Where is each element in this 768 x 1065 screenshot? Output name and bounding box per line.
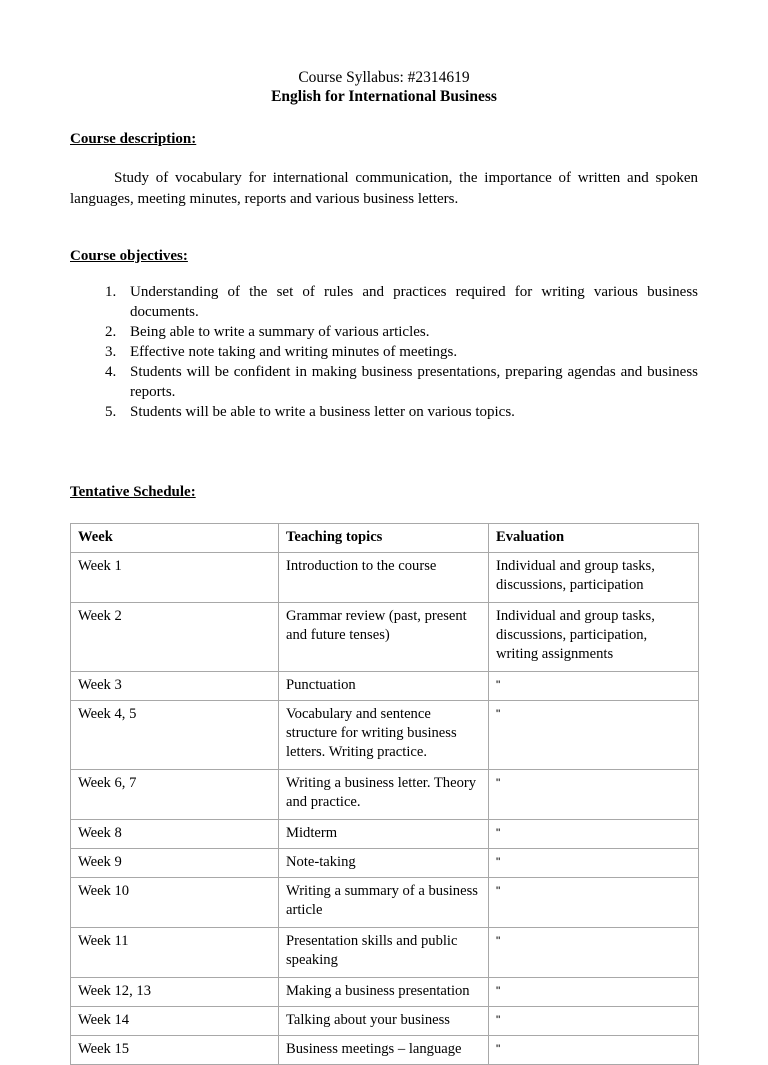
cell-week: Week 10 — [71, 878, 279, 928]
cell-evaluation: Individual and group tasks, discussions, participation — [489, 553, 699, 603]
column-header-teaching-topics: Teaching topics — [279, 524, 489, 553]
cell-week: Week 14 — [71, 1007, 279, 1036]
cell-topic: Introduction to the course — [279, 553, 489, 603]
cell-week: Week 1 — [71, 553, 279, 603]
cell-week: Week 3 — [71, 672, 279, 701]
course-objectives-list — [70, 282, 698, 422]
table-row — [71, 603, 699, 672]
document-subtitle: English for International Business — [271, 88, 497, 105]
heading-tentative-schedule: Tentative Schedule: — [70, 484, 196, 500]
cell-evaluation: " — [489, 878, 699, 928]
cell-topic: Midterm — [279, 820, 489, 849]
table-row — [71, 928, 699, 978]
course-description-paragraph: Study of vocabulary for international communication, the importance of written and spoken languages, meeting minutes, reports and various business letters. — [70, 170, 698, 207]
table-row — [71, 770, 699, 820]
cell-week: Week 4, 5 — [71, 701, 279, 770]
cell-topic: Writing a business letter. Theory and practice. — [279, 770, 489, 820]
cell-evaluation: " — [489, 820, 699, 849]
cell-topic: Presentation skills and public speaking — [279, 928, 489, 978]
cell-evaluation: " — [489, 1036, 699, 1065]
cell-topic: Writing a summary of a business article — [279, 878, 489, 928]
table-row — [71, 849, 699, 878]
cell-week: Week 2 — [71, 603, 279, 672]
cell-week: Week 12, 13 — [71, 978, 279, 1007]
cell-topic: Making a business presentation — [279, 978, 489, 1007]
column-header-week: Week — [71, 524, 279, 553]
cell-week: Week 15 — [71, 1036, 279, 1065]
heading-course-description: Course description: — [70, 131, 197, 147]
table-row — [71, 672, 699, 701]
cell-evaluation: " — [489, 849, 699, 878]
list-item: 3. Effective note taking and writing minutes of meetings. — [120, 342, 698, 362]
cell-evaluation: " — [489, 978, 699, 1007]
cell-evaluation: " — [489, 701, 699, 770]
document-title: Course Syllabus: #2314619 — [298, 69, 470, 86]
cell-evaluation: " — [489, 928, 699, 978]
list-item: 5. Students will be able to write a business letter on various topics. — [120, 402, 698, 422]
cell-topic: Grammar review (past, present and future tenses) — [279, 603, 489, 672]
tentative-schedule-table — [70, 523, 699, 1065]
list-item: 2. Being able to write a summary of various articles. — [120, 322, 698, 342]
cell-week: Week 9 — [71, 849, 279, 878]
list-item: 1. Understanding of the set of rules and practices required for writing various business documents. — [120, 282, 698, 322]
cell-topic: Business meetings – language — [279, 1036, 489, 1065]
cell-week: Week 8 — [71, 820, 279, 849]
table-row — [71, 701, 699, 770]
table-row — [71, 878, 699, 928]
cell-topic: Talking about your business — [279, 1007, 489, 1036]
heading-course-objectives: Course objectives: — [70, 248, 188, 264]
table-row — [71, 553, 699, 603]
cell-week: Week 6, 7 — [71, 770, 279, 820]
table-row — [71, 978, 699, 1007]
cell-week: Week 11 — [71, 928, 279, 978]
cell-topic: Note-taking — [279, 849, 489, 878]
table-header-row — [71, 524, 699, 553]
cell-evaluation: " — [489, 1007, 699, 1036]
list-item: 4. Students will be confident in making business presentations, preparing agendas and business reports. — [120, 362, 698, 402]
cell-evaluation: " — [489, 770, 699, 820]
cell-evaluation: Individual and group tasks, discussions, participation, writing assignments — [489, 603, 699, 672]
cell-topic: Punctuation — [279, 672, 489, 701]
table-row — [71, 820, 699, 849]
table-row — [71, 1007, 699, 1036]
column-header-evaluation: Evaluation — [489, 524, 699, 553]
table-row — [71, 1036, 699, 1065]
cell-evaluation: " — [489, 672, 699, 701]
cell-topic: Vocabulary and sentence structure for writing business letters. Writing practice. — [279, 701, 489, 770]
